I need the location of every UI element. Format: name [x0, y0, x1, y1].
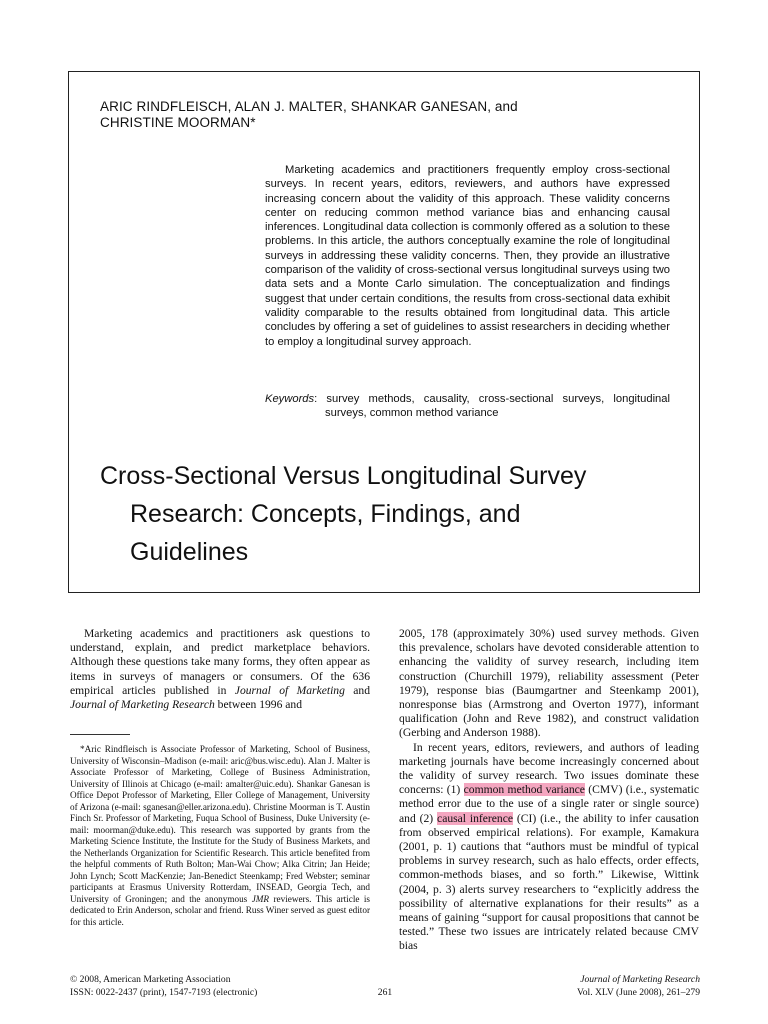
- authors-line-2: CHRISTINE MOORMAN*: [100, 115, 256, 130]
- para2-text-c: (CI) (i.e., the ability to infer causation from observed empirical relations). For example, Kamakura (2001, p. 1) cautions that “authors must be mindful of typical problems in survey research, such as halo effects, order effects, common-methods biases, and so forth.” Likewise, Wittink (2004, p. 3) alerts survey researchers to “explicitly address the possibility of alternative explanations for their results” as a means of gaining “support for causal propositions that cannot be tested.” These two issues are intricately related because CMV bias: [399, 811, 699, 953]
- journal-name-jm: Journal of Marketing: [234, 683, 345, 697]
- page-number: 261: [377, 987, 393, 998]
- right-paragraph-2: [399, 741, 699, 954]
- issn: ISSN: 0022-2437 (print), 1547-7193 (electronic): [70, 986, 258, 998]
- copyright: © 2008, American Marketing Association: [70, 974, 231, 985]
- footnote-text-b: reviewers. This article is dedicated to Erin Anderson, scholar and friend. Russ Winer served as guest editor for this article.: [70, 893, 371, 927]
- keywords: [265, 392, 670, 421]
- journal-name-jmr: Journal of Marketing Research: [70, 698, 215, 712]
- authors-line-1: ARIC RINDFLEISCH, ALAN J. MALTER, SHANKAR GANESAN, and: [100, 99, 518, 114]
- para2-text-a: In recent years, editors, reviewers, and authors of leading marketing journals have become increasingly concerned about the validity of survey research. Two issues dominate these concerns: (1): [399, 740, 699, 797]
- left-column: [70, 627, 370, 712]
- keywords-text: : survey methods, causality, cross-sectional surveys, longitudinal surveys, common method variance: [314, 393, 670, 420]
- author-list: [100, 99, 680, 131]
- title-line-2: Research: Concepts, Findings, and: [130, 500, 521, 528]
- abstract: Marketing academics and practitioners frequently employ cross-sectional surveys. In recent years, editors, reviewers, and authors have expressed increasing concern about the validity of this approach. These validity concerns center on reducing common method variance bias and enhancing causal inferences. Longitudinal data collection is commonly offered as a solution to these problems. In this article, the authors conceptually examine the role of longitudinal surveys in addressing these validity concerns. Then, they provide an illustrative comparison of the validity of cross-sectional versus longitudinal surveys using two data sets and a Monte Carlo simulation. The conceptualization and findings suggest that under certain conditions, the results from cross-sectional data exhibit validity comparable to the results obtained from longitudinal data. This article concludes by offering a set of guidelines to assist researchers in deciding whether to employ a longitudinal survey approach.: [265, 164, 670, 348]
- intro-text-a: Marketing academics and practitioners ask questions to understand, explain, and predict marketplace behaviors. Although these questions take many forms, they often appear as items in surveys of managers or consumers. Of the 636 empirical articles published in: [70, 627, 370, 697]
- keywords-label: Keywords: [265, 393, 315, 405]
- intro-text-b: and: [344, 683, 371, 697]
- journal-title: Journal of Marketing Research: [580, 974, 700, 985]
- footer-right: [500, 974, 700, 999]
- volume-info: Vol. XLV (June 2008), 261–279: [577, 986, 700, 998]
- right-column: [399, 627, 699, 954]
- intro-paragraph: [70, 627, 370, 712]
- footnote-jmr: JMR: [251, 893, 270, 904]
- header-box: [68, 71, 700, 593]
- footnote-divider: [70, 734, 130, 735]
- title-line-3: Guidelines: [130, 538, 249, 566]
- footnote-text-a: *Aric Rindfleisch is Associate Professor of Marketing, School of Business, University of Wisconsin–Madison (e-mail: aric@bus.wisc.edu). Alan J. Malter is Associate Professor of Marketing, College of Business Administration, University of Illinois at Chicago (e-mail: amalter@uic.edu). Shankar Ganesan is Office Depot Professor of Marketing, Eller College of Management, University of Arizona (e-mail: sganesan@eller.arizona.edu). Christine Moorman is T. Austin Finch Sr. Professor of Marketing, Fuqua School of Business, Duke University (e-mail: moorman@duke.edu). This research was supported by grants from the Marketing Science Institute, the Institute for the Study of Business Markets, and the Netherlands Organization for Scientific Research. This article benefited from the helpful comments of Ruth Bolton; Man-Wai Chow; Alka Citrin; Jan Heide; John Lynch; Scott MacKenzie; Jan-Benedict Steenkamp; Fred Webster; seminar participants at Erasmus University Rotterdam, INSEAD, Georgia Tech, and University of Groningen; and the anonymous: [70, 744, 370, 904]
- article-title: [100, 457, 690, 571]
- highlight-causal-inference: causal inference: [437, 811, 514, 825]
- right-paragraph-1: 2005, 178 (approximately 30%) used survey methods. Given this prevalence, scholars have devoted considerable attention to enhancing the validity of survey research, including item construction (Churchill 1979), reliability assessment (Peter 1979), response bias (Baumgartner and Steenkamp 2001), nonresponse bias (Armstrong and Overton 1977), informant qualification (John and Reve 1982), and construct validation (Gerbing and Anderson 1988).: [399, 627, 699, 740]
- para2-text-b: (CMV) (i.e., systematic method error due to the use of a single rater or single source) and (2): [399, 783, 699, 825]
- footer-left: [70, 974, 330, 999]
- title-line-1: Cross-Sectional Versus Longitudinal Survey: [100, 462, 587, 490]
- highlight-common-method-variance: common method variance: [463, 783, 585, 797]
- intro-text-c: between 1996 and: [214, 698, 303, 712]
- author-footnote: [70, 744, 370, 928]
